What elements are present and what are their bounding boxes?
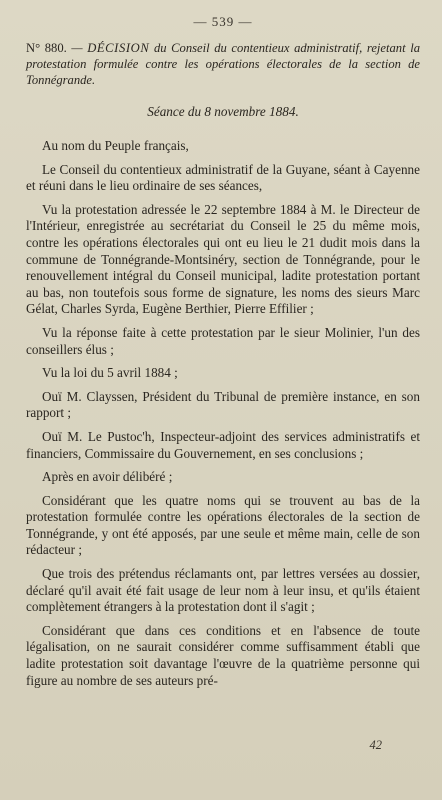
paragraph: Vu la réponse faite à cette protestation par le sieur Molinier, l'un des conseillers élus ; <box>26 324 420 357</box>
page-number: — 539 — <box>193 14 253 29</box>
decision-title-rest: du Conseil du contentieux administratif, rejetant la protestation formulée contre les opérations électorales de la section de Tonnégrande. <box>26 41 420 87</box>
signature-mark: 42 <box>369 738 382 752</box>
paragraph: Considérant que les quatre noms qui se trouvent au bas de la protestation formulée contre les opérations électorales de la section de Tonnégrande, y ont été apposés, par une seule et même main, celle de son rédacteur ; <box>26 492 420 558</box>
paragraph: Vu la protestation adressée le 22 septembre 1884 à M. le Directeur de l'Intérieur, enregistrée au secrétariat du Conseil le 25 du même mois, contre les opérations électorales qui ont eu lieu le 21 dudit mois dans la commune de Tonnégrande-Montsinéry, section de Tonnégrande, pour le renouvellement intégral du Conseil municipal, ladite protestation portant au bas, non toutefois sous forme de signature, les noms des sieurs Marc Gélat, Charles Syrda, Eugène Berthier, Pierre Effilier ; <box>26 201 420 317</box>
decision-title-caps: DÉCISION <box>87 41 150 55</box>
paragraph-intro: Au nom du Peuple français, <box>42 138 189 153</box>
paragraph: Ouï M. Clayssen, Président du Tribunal de première instance, en son rapport ; <box>26 388 420 421</box>
paragraph: Que trois des prétendus réclamants ont, par lettres versées au dossier, déclaré qu'il avait été fait usage de leur nom à leur insu, et qu'ils étaient complètement étrangers à la protestation dont il s'agit ; <box>26 566 420 615</box>
paragraph: Vu la loi du 5 avril 1884 ; <box>42 365 178 381</box>
session-date: Séance du 8 novembre 1884. <box>147 104 299 119</box>
paragraph: Après en avoir délibéré ; <box>42 469 173 485</box>
decision-heading: N° 880. — DÉCISION du Conseil du contentieux administratif, rejetant la protestation formulée contre les opérations électorales de la section de Tonnégrande. <box>26 41 420 87</box>
paragraph: Ouï M. Le Pustoc'h, Inspecteur-adjoint des services administratifs et financiers, Commissaire du Gouvernement, en ses conclusions ; <box>26 428 420 461</box>
paragraph: Considérant que dans ces conditions et en l'absence de toute légalisation, on ne saurait considérer comme suffisamment établi que ladite protestation soit davantage l'œuvre de la quatrième personne qui figure au nombre de ses auteurs pré- <box>26 622 420 688</box>
paragraph: Le Conseil du contentieux administratif de la Guyane, séant à Cayenne et réuni dans le lieu ordinaire de ses séances, <box>26 161 420 194</box>
decision-number: N° 880. <box>26 41 67 55</box>
